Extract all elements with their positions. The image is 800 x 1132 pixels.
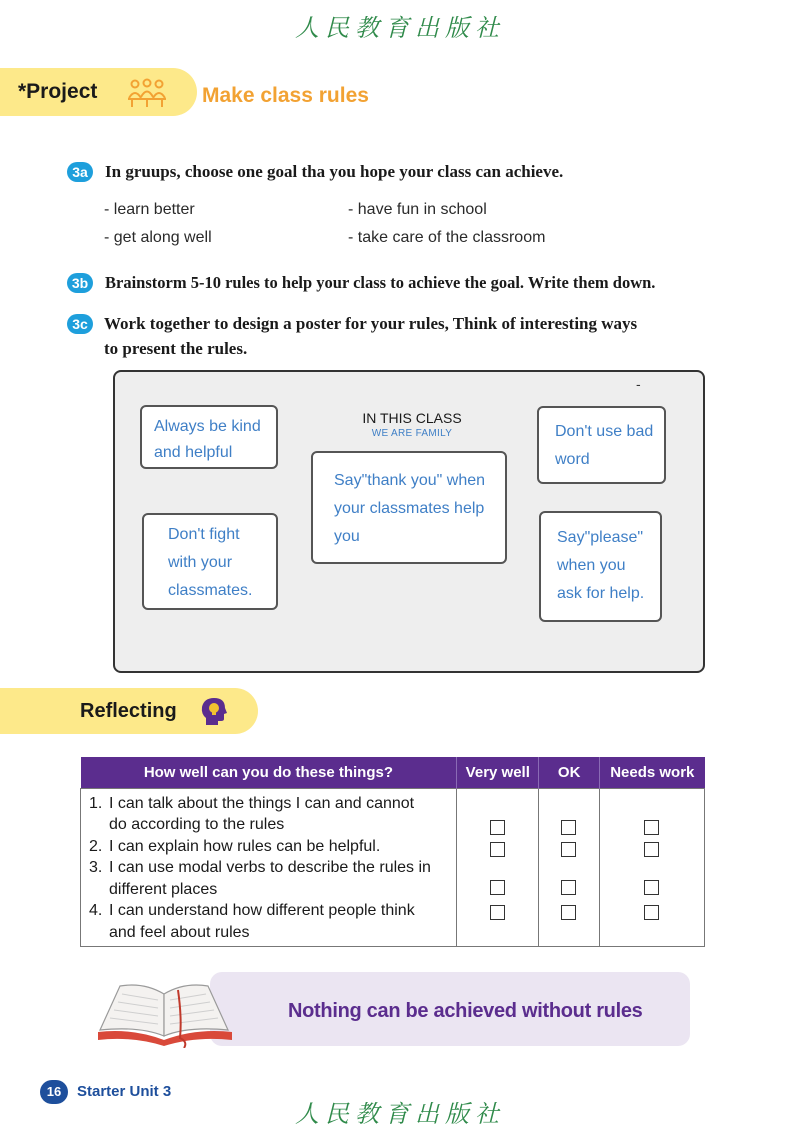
can-do-statements (81, 788, 457, 947)
rule-note-line: with your (168, 554, 233, 571)
item-number: 1. (89, 794, 103, 812)
poster-subheading: WE ARE FAMILY (371, 428, 453, 439)
rule-note-line: Don't use bad (555, 423, 654, 440)
table-header: OK (539, 757, 600, 788)
open-book-icon (96, 978, 234, 1048)
list-item (89, 900, 456, 943)
table-header: Needs work (600, 757, 705, 788)
rule-note-line: Say"thank you" when (334, 472, 486, 489)
checkbox-very-well-3[interactable] (490, 880, 505, 895)
statement-text (109, 857, 431, 900)
project-banner (0, 68, 197, 116)
item-3c-instruction-line1: Work together to design a poster for your rules, Think of interesting ways (104, 314, 638, 333)
table-header: How well can you do these things? (81, 757, 457, 788)
checkbox-very-well-1[interactable] (490, 820, 505, 835)
checkbox-needs-work-3[interactable] (644, 880, 659, 895)
rule-note-line: you (334, 528, 360, 545)
head-lightbulb-icon (200, 696, 228, 726)
checkbox-needs-work-4[interactable] (644, 905, 659, 920)
checkbox-very-well-4[interactable] (490, 905, 505, 920)
list-item (89, 857, 456, 900)
rule-note-kind (140, 405, 278, 469)
statement-line: I can explain how rules can be helpful. (109, 837, 381, 855)
project-title: Make class rules (202, 84, 369, 107)
group-people-icon (126, 78, 168, 108)
poster-mark: - (636, 376, 641, 392)
rule-note-bad-word (537, 406, 666, 484)
statement-line: I can understand how different people think (109, 902, 415, 919)
item-3b-badge: 3b (67, 273, 93, 293)
rule-note-line: word (555, 451, 590, 468)
table-row (81, 788, 705, 947)
rule-note-line: your classmates help (334, 500, 485, 517)
rule-note-thank-you (311, 451, 507, 564)
checkbox-needs-work-1[interactable] (644, 820, 659, 835)
item-3a-instruction: In gruups, choose one goal tha you hope your class can achieve. (105, 162, 564, 181)
goal-option: - have fun in school (348, 201, 487, 218)
reflecting-banner (0, 688, 258, 734)
statement-text (109, 900, 415, 943)
item-number: 3. (89, 859, 103, 876)
project-label: *Project (18, 80, 98, 103)
rule-note-line: ask for help. (557, 585, 645, 602)
motto-text: Nothing can be achieved without rules (288, 1000, 643, 1022)
reflecting-label: Reflecting (80, 700, 177, 722)
publisher-watermark-top: 人民教育出版社 (295, 14, 505, 42)
statement-line: different places (109, 880, 218, 898)
goal-option: - learn better (104, 201, 195, 218)
table-header: Very well (457, 757, 539, 788)
rule-note-line: Say"please" (557, 529, 644, 546)
unit-label: Starter Unit 3 (77, 1083, 172, 1100)
list-item (89, 836, 456, 858)
rule-note-line: classmates. (168, 582, 253, 599)
rule-note-line: and helpful (154, 444, 233, 461)
rule-note-line: when you (557, 557, 626, 574)
list-item (89, 793, 456, 836)
statement-text (109, 793, 414, 836)
publisher-watermark-bottom: 人民教育出版社 (295, 1100, 505, 1128)
checkbox-ok-3[interactable] (561, 880, 576, 895)
item-3c-badge: 3c (67, 314, 93, 334)
rule-note-line: Don't fight (168, 526, 240, 543)
item-3a-badge: 3a (67, 162, 93, 182)
ok-column (539, 788, 600, 947)
item-3b-instruction: Brainstorm 5-10 rules to help your class to achieve the goal. Write them down. (105, 273, 656, 292)
very-well-column (457, 788, 539, 947)
rule-note-no-fight (142, 513, 278, 610)
item-3c-instruction-line2: to present the rules. (104, 339, 248, 358)
needs-work-column (600, 788, 705, 947)
item-number: 2. (89, 837, 103, 855)
checkbox-ok-2[interactable] (561, 842, 576, 857)
item-number: 4. (89, 902, 103, 919)
statement-line: do according to the rules (109, 816, 285, 833)
page-number: 16 (40, 1080, 68, 1104)
poster-heading: IN THIS CLASS (362, 410, 462, 426)
checkbox-ok-1[interactable] (561, 820, 576, 835)
table-header-row (81, 757, 705, 788)
checkbox-ok-4[interactable] (561, 905, 576, 920)
statement-line: I can use modal verbs to describe the rules in (109, 859, 431, 876)
rule-note-line: Always be kind (154, 418, 261, 435)
statement-line: and feel about rules (109, 923, 250, 941)
rule-note-please (539, 511, 662, 622)
statement-line: I can talk about the things I can and cannot (109, 794, 415, 812)
checkbox-very-well-2[interactable] (490, 842, 505, 857)
self-assessment-table (80, 757, 705, 947)
goal-option: - get along well (104, 229, 212, 246)
goal-option: - take care of the classroom (348, 229, 546, 246)
checkbox-needs-work-2[interactable] (644, 842, 659, 857)
